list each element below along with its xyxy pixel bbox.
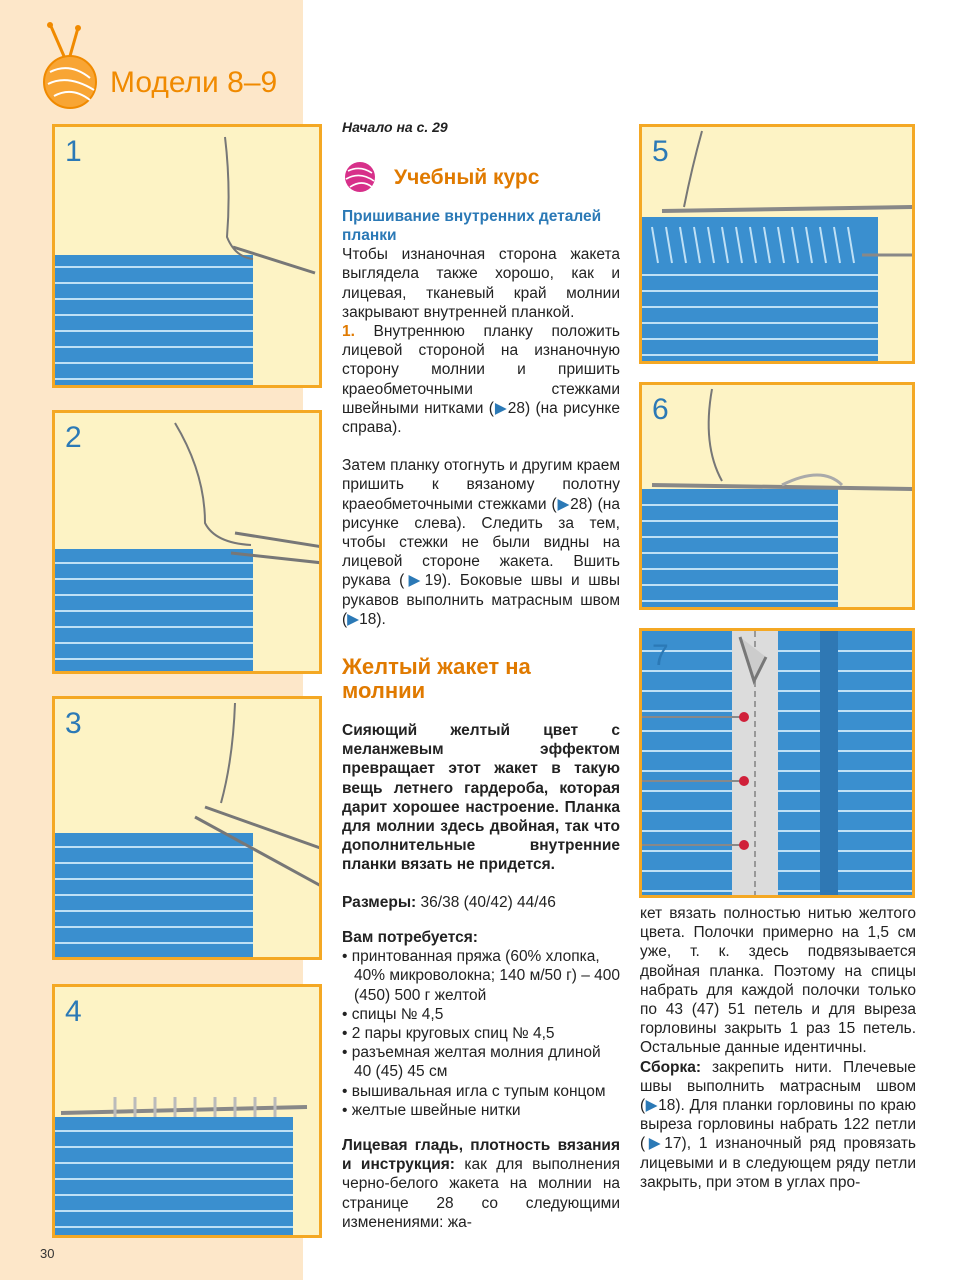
subsection-title: Пришивание внутренних деталей планки (342, 208, 602, 245)
ref-arrow-icon: ▶ (404, 572, 425, 590)
paragraph: кет вязать полностью нитью желтого цвета. Полочки примерно на 1,5 см уже, т. к. здесь подвязывается двойная планка. Поэтому на спицы набрать для каждой полочки только по 43 (47) 51 петель и для выреза горловины закрыть 1 раз 15 петель. Остальные данные идентичны. (640, 905, 916, 1057)
gauge-label: Лицевая гладь, плотность вязания и инструкция: (342, 1136, 620, 1174)
text: Внутреннюю планку положить лицевой стороной на изнаночную сторону молнии и пришить краеобметочными стежками швейными нитками ( (342, 323, 620, 417)
yarn-ball-icon (40, 22, 110, 112)
materials-heading: Вам потребуется: (342, 928, 478, 946)
step-number: 1. (342, 323, 355, 341)
text: 28) (на рисунке справа). (342, 399, 620, 437)
knitting-illustration (55, 699, 322, 960)
sizes-label: Размеры: (342, 893, 417, 911)
knitting-illustration (642, 385, 915, 610)
knitting-illustration (642, 127, 915, 364)
assembly-label: Сборка: (640, 1058, 702, 1076)
paragraph (342, 322, 620, 437)
page-title: Модели 8–9 (110, 66, 278, 99)
figure-number: 1 (65, 135, 82, 168)
section-title: Учебный курс (394, 165, 540, 189)
list-item: • принтованная пряжа (60% хлопка, 40% микроволокна; 140 м/50 г) – 400 (450) 500 г желтой (342, 948, 621, 1004)
figure-number: 2 (65, 421, 82, 454)
list-item: • желтые швейные нитки (342, 1101, 521, 1119)
list-item: • 2 пары круговых спиц № 4,5 (342, 1024, 555, 1042)
text: закрепить нити. Плечевые швы выполнить матрасным швом ( (640, 1058, 916, 1115)
figure-number: 7 (652, 639, 669, 672)
figure-number: 6 (652, 393, 669, 426)
figure-5 (639, 124, 915, 364)
text: Затем планку отогнуть и другим краем пришить к вязаному полотну краеобметочными стежками ( (342, 457, 620, 513)
paragraph: Чтобы изнаночная сторона жакета выглядела также хорошо, как и лицевая, тканевый край молнии закрывают внутренней планкой. (342, 246, 620, 321)
figure-2 (52, 410, 322, 674)
paragraph (640, 1058, 916, 1192)
figure-number: 5 (652, 135, 669, 168)
list-item: • разъемная желтая молния длиной 40 (45) 45 см (342, 1044, 601, 1081)
text: 18). (359, 610, 386, 628)
gauge-paragraph (342, 1136, 620, 1232)
ref-arrow-icon: ▶ (645, 1097, 659, 1115)
page-header (40, 22, 310, 112)
figure-1 (52, 124, 322, 388)
sizes-line (342, 893, 620, 912)
text: 28) (на рисунке слева). Следить за тем, чтобы стежки не были видны на лицевой стороне жакета. Вшить рукава ( (342, 495, 620, 590)
page-number: 30 (40, 1246, 55, 1261)
figure-6 (639, 382, 915, 610)
paragraph (342, 456, 620, 629)
article-title: Желтый жакет на молнии (342, 654, 531, 704)
figure-7 (639, 628, 915, 898)
course-heading (342, 161, 620, 193)
figure-3 (52, 696, 322, 960)
sizes-value: 36/38 (40/42) 44/46 (416, 893, 556, 911)
knitting-illustration (55, 987, 322, 1238)
figure-4 (52, 984, 322, 1238)
knitting-illustration (55, 127, 322, 388)
middle-column (342, 118, 620, 1232)
knitting-illustration (642, 631, 915, 898)
list-item: • вышивальная игла с тупым концом (342, 1082, 606, 1100)
ref-arrow-icon: ▶ (347, 610, 360, 628)
text: 19). Боковые швы и швы рукавов выполнить матрасным швом ( (342, 572, 621, 628)
ref-arrow-icon: ▶ (645, 1135, 665, 1153)
figure-number: 4 (65, 995, 82, 1028)
right-column (640, 904, 916, 1192)
list-item: • спицы № 4,5 (342, 1005, 444, 1023)
knitting-illustration (55, 413, 322, 674)
figure-number: 3 (65, 707, 82, 740)
ref-arrow-icon: ▶ (556, 495, 571, 513)
text: 17), 1 изнаночный ряд провязать лицевыми и в следующем ряду петли закрыть, при этом в углах про- (640, 1135, 916, 1191)
text: как для выполнения черно-белого жакета на молнии на странице 28 со следующими изменениями: жа- (342, 1156, 621, 1231)
ref-arrow-icon: ▶ (493, 399, 508, 417)
text: 18). Для планки горловины по краю выреза горловины набрать 122 петли ( (640, 1097, 916, 1153)
yarn-ball-icon (342, 161, 384, 193)
continued-note: Начало на с. 29 (342, 119, 448, 135)
materials-list (342, 947, 620, 1120)
intro-paragraph: Сияющий желтый цвет с меланжевым эффектом превращает этот жакет в такую вещь летнего гардероба, которая дарит хорошее настроение. Планка для молнии здесь двойная, так что дополнительные внутренние планки вязать не придется. (342, 722, 620, 874)
